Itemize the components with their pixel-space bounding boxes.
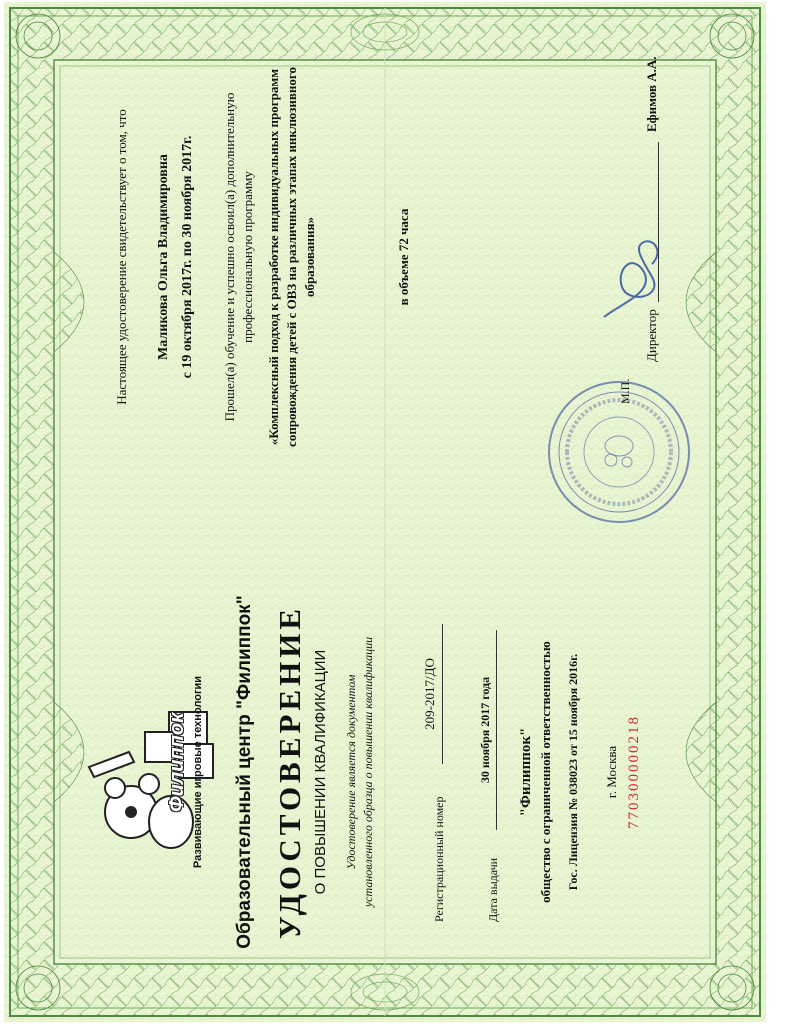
completion-text-line2: профессиональную программу	[240, 171, 255, 343]
rotated-content	[4, 2, 766, 1022]
person-name: Маликова Ольга Владимировна	[156, 154, 171, 360]
program-name-line1: «Комплексный подход к разработке индивидуальных программ	[266, 68, 281, 446]
logo-wordmark: Филиппок	[166, 712, 188, 812]
registration-number: 209-2017/ДО	[422, 658, 437, 730]
document-note-line1: Удостоверение является документом	[344, 674, 358, 870]
right-page	[4, 2, 766, 512]
city: г. Москва	[604, 745, 619, 799]
signature-line	[658, 142, 659, 302]
program-name-line3: образования»	[302, 216, 317, 298]
director-name: Ефимов А.А.	[644, 56, 659, 132]
center-name: Образовательный центр "Филиппок"	[234, 595, 255, 949]
document-note-line2: установленного образца о повышении квалификации	[361, 636, 375, 908]
organization-form: общество с ограниченной ответственностью	[538, 641, 553, 903]
organization-name: "Филиппок"	[518, 727, 534, 817]
license-info: Гос. Лицензия № 038023 от 15 ноября 2016г.	[566, 653, 580, 891]
registration-line	[442, 624, 443, 764]
completion-text-line1: Прошел(а) обучение и успешно освоил(а) дополнительную	[222, 92, 237, 422]
program-name-line2: сопровождения детей с ОВЗ на различных этапах инклюзивного	[284, 67, 299, 447]
study-period: с 19 октября 2017г. по 30 ноября 2017г.	[180, 135, 195, 379]
left-page	[4, 522, 766, 1022]
document-subtitle: О ПОВЫШЕНИИ КВАЛИФИКАЦИИ	[312, 649, 329, 895]
issue-date-value: 30 ноября 2017 года	[478, 676, 492, 784]
director-label: Директор	[644, 309, 659, 362]
intro-text: Настоящее удостоверение свидетельствует о том, что	[114, 109, 129, 405]
document-title: УДОСТОВЕРЕНИЕ	[272, 604, 307, 940]
issue-date-label: Дата выдачи	[486, 857, 500, 922]
stamp-label: М.П.	[618, 378, 632, 404]
course-hours: в объеме 72 часа	[396, 208, 411, 306]
logo-tagline: Развивающие игровые технологии	[192, 675, 204, 869]
registration-label: Регистрационный номер	[432, 796, 446, 922]
issue-date-line	[496, 630, 497, 830]
serial-number: 770300000218	[626, 715, 642, 829]
certificate-sheet	[4, 2, 766, 1022]
